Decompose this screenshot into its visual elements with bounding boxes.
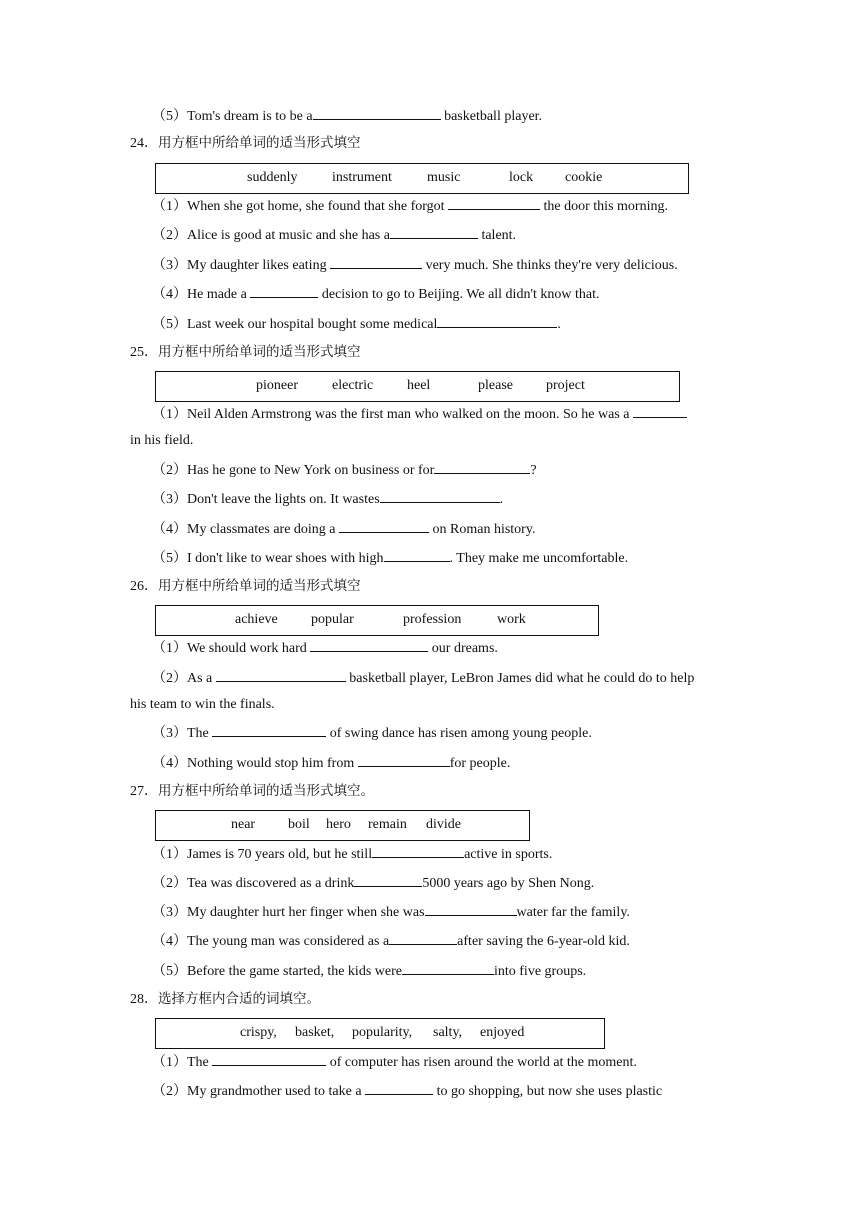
item-number: （4） bbox=[152, 287, 187, 302]
item-number: （2） bbox=[152, 1084, 187, 1099]
answer-blank[interactable] bbox=[384, 548, 450, 562]
word-box bbox=[155, 810, 530, 841]
word-bank-item: basket, bbox=[295, 1025, 335, 1040]
question-item bbox=[152, 519, 535, 539]
item-text: water far the family. bbox=[516, 905, 630, 920]
item-text: on Roman history. bbox=[429, 522, 536, 537]
item-text: active in sports. bbox=[464, 847, 553, 862]
word-bank-item: instrument bbox=[332, 170, 392, 185]
answer-blank[interactable] bbox=[448, 196, 540, 210]
item-text: into five groups. bbox=[493, 964, 587, 979]
item-text: the door this morning. bbox=[540, 199, 668, 214]
item-text: Before the game started, the kids were bbox=[187, 964, 402, 979]
item-text: very much. She thinks they're very delicious. bbox=[422, 258, 678, 273]
question-heading bbox=[130, 782, 374, 801]
question-instruction: 用方框中所给单词的适当形式填空 bbox=[158, 578, 361, 594]
word-bank-item: cookie bbox=[565, 170, 603, 185]
question-item bbox=[152, 255, 678, 275]
answer-blank[interactable] bbox=[354, 873, 422, 887]
item-text: Has he gone to New York on business or for bbox=[187, 463, 435, 478]
question-item bbox=[152, 284, 599, 304]
word-bank-item: profession bbox=[403, 612, 462, 627]
question-heading bbox=[130, 990, 320, 1009]
answer-blank[interactable] bbox=[372, 844, 464, 858]
item-text: . bbox=[557, 317, 561, 332]
answer-blank[interactable] bbox=[310, 638, 428, 652]
item-number: （5） bbox=[152, 964, 187, 979]
answer-blank[interactable] bbox=[633, 404, 687, 418]
word-bank-item: please bbox=[478, 378, 513, 393]
item-number: （3） bbox=[152, 905, 187, 920]
item-text: He made a bbox=[187, 287, 251, 302]
question-number: 28． bbox=[130, 992, 158, 1007]
answer-blank[interactable] bbox=[212, 1052, 326, 1066]
item-text: 5000 years ago by Shen Nong. bbox=[422, 876, 595, 891]
item-number: （4） bbox=[152, 522, 187, 537]
item-text: after saving the 6-year-old kid. bbox=[457, 934, 630, 949]
question-item bbox=[152, 314, 561, 334]
question-item bbox=[152, 1081, 662, 1101]
question-item bbox=[152, 225, 516, 245]
item-text: My classmates are doing a bbox=[187, 522, 340, 537]
question-number: 26． bbox=[130, 579, 158, 594]
question-item bbox=[152, 106, 542, 126]
word-bank-item: music bbox=[427, 170, 461, 185]
word-bank-item: boil bbox=[288, 817, 310, 832]
word-bank-item: heel bbox=[407, 378, 431, 393]
item-text: talent. bbox=[477, 228, 517, 243]
question-heading bbox=[130, 343, 361, 362]
item-text: My daughter likes eating bbox=[187, 258, 331, 273]
answer-blank[interactable] bbox=[216, 668, 346, 682]
word-bank-item: near bbox=[231, 817, 256, 832]
item-text: basketball player, LeBron James did what he could do to help bbox=[345, 671, 695, 686]
item-number: （5） bbox=[152, 317, 187, 332]
word-bank-item: popular bbox=[311, 612, 354, 627]
answer-blank[interactable] bbox=[380, 489, 500, 503]
item-continuation: in his field. bbox=[130, 433, 194, 448]
word-bank-item: project bbox=[546, 378, 585, 393]
question-item bbox=[152, 460, 537, 480]
item-number: （1） bbox=[152, 407, 187, 422]
word-bank-item: divide bbox=[426, 817, 461, 832]
item-text: Tea was discovered as a drink bbox=[187, 876, 355, 891]
word-bank-item: achieve bbox=[235, 612, 278, 627]
answer-blank[interactable] bbox=[437, 314, 557, 328]
item-text: Nothing would stop him from bbox=[187, 756, 358, 771]
word-box bbox=[155, 1018, 605, 1049]
answer-blank[interactable] bbox=[313, 106, 441, 120]
item-number: （1） bbox=[152, 199, 187, 214]
item-number: （3） bbox=[152, 492, 187, 507]
question-heading bbox=[130, 577, 361, 596]
answer-blank[interactable] bbox=[389, 931, 457, 945]
question-item bbox=[152, 961, 586, 981]
item-text: of swing dance has risen among young people. bbox=[326, 726, 592, 741]
item-text: I don't like to wear shoes with high bbox=[187, 551, 384, 566]
answer-blank[interactable] bbox=[339, 519, 429, 533]
word-bank-item: popularity, bbox=[352, 1025, 413, 1040]
answer-blank[interactable] bbox=[212, 723, 326, 737]
item-number: （5） bbox=[152, 109, 187, 124]
item-text: Tom's dream is to be a bbox=[187, 109, 313, 124]
question-item bbox=[152, 489, 503, 509]
question-item bbox=[152, 404, 687, 424]
word-bank-item: remain bbox=[368, 817, 407, 832]
answer-blank[interactable] bbox=[358, 753, 450, 767]
item-number: （3） bbox=[152, 258, 187, 273]
item-text: for people. bbox=[449, 756, 511, 771]
item-text: The bbox=[187, 1055, 213, 1070]
answer-blank[interactable] bbox=[365, 1081, 433, 1095]
question-item bbox=[152, 1052, 637, 1072]
item-text: The young man was considered as a bbox=[187, 934, 390, 949]
question-number: 25． bbox=[130, 345, 158, 360]
question-item bbox=[152, 931, 630, 951]
word-bank-item: crispy, bbox=[240, 1025, 277, 1040]
item-number: （5） bbox=[152, 551, 187, 566]
word-bank-item: salty, bbox=[433, 1025, 463, 1040]
word-bank-item: pioneer bbox=[256, 378, 298, 393]
word-bank-item: work bbox=[497, 612, 526, 627]
item-number: （3） bbox=[152, 726, 187, 741]
item-text: . bbox=[499, 492, 504, 507]
question-item bbox=[152, 668, 694, 688]
question-number: 27． bbox=[130, 784, 158, 799]
question-item bbox=[152, 196, 668, 216]
item-number: （1） bbox=[152, 847, 187, 862]
item-number: （2） bbox=[152, 463, 187, 478]
item-number: （1） bbox=[152, 641, 187, 656]
word-bank-item: electric bbox=[332, 378, 374, 393]
question-instruction: 用方框中所给单词的适当形式填空 bbox=[158, 344, 361, 360]
question-heading bbox=[130, 134, 361, 153]
answer-blank[interactable] bbox=[402, 961, 494, 975]
item-number: （4） bbox=[152, 756, 187, 771]
item-text: Last week our hospital bought some medical bbox=[187, 317, 438, 332]
item-number: （2） bbox=[152, 228, 187, 243]
word-bank-item: lock bbox=[509, 170, 534, 185]
answer-blank[interactable] bbox=[425, 902, 517, 916]
word-bank-item: suddenly bbox=[247, 170, 298, 185]
item-continuation: his team to win the finals. bbox=[130, 697, 275, 712]
question-item bbox=[152, 638, 498, 658]
question-instruction: 选择方框内合适的词填空。 bbox=[158, 991, 320, 1007]
item-text: Don't leave the lights on. It wastes bbox=[187, 492, 380, 507]
question-instruction: 用方框中所给单词的适当形式填空。 bbox=[158, 783, 374, 799]
question-item bbox=[152, 873, 594, 893]
answer-blank[interactable] bbox=[390, 225, 478, 239]
question-item bbox=[152, 902, 630, 922]
item-text: to go shopping, but now she uses plastic bbox=[433, 1084, 663, 1099]
item-text: Neil Alden Armstrong was the first man who walked on the moon. So he was a bbox=[187, 407, 633, 422]
item-text: The bbox=[187, 726, 213, 741]
word-box bbox=[155, 605, 599, 636]
item-text: As a bbox=[187, 671, 216, 686]
question-item bbox=[152, 753, 510, 773]
item-text: Alice is good at music and she has a bbox=[187, 228, 390, 243]
item-text: . They make me uncomfortable. bbox=[449, 551, 629, 566]
question-instruction: 用方框中所给单词的适当形式填空 bbox=[158, 135, 361, 151]
item-text: We should work hard bbox=[187, 641, 311, 656]
item-text: James is 70 years old, but he still bbox=[187, 847, 373, 862]
item-text: of computer has risen around the world at the moment. bbox=[326, 1055, 637, 1070]
question-item bbox=[152, 844, 552, 864]
item-number: （4） bbox=[152, 934, 187, 949]
answer-blank[interactable] bbox=[330, 255, 422, 269]
item-number: （2） bbox=[152, 671, 187, 686]
item-text: our dreams. bbox=[428, 641, 498, 656]
question-item bbox=[152, 548, 628, 568]
item-number: （2） bbox=[152, 876, 187, 891]
item-text: decision to go to Beijing. We all didn't know that. bbox=[318, 287, 600, 302]
word-box bbox=[155, 371, 680, 402]
question-number: 24． bbox=[130, 136, 158, 151]
item-text: When she got home, she found that she forgot bbox=[187, 199, 449, 214]
item-text: My grandmother used to take a bbox=[187, 1084, 366, 1099]
item-text: My daughter hurt her finger when she was bbox=[187, 905, 425, 920]
answer-blank[interactable] bbox=[434, 460, 530, 474]
word-box bbox=[155, 163, 689, 194]
word-bank-item: enjoyed bbox=[480, 1025, 525, 1040]
question-item bbox=[152, 723, 592, 743]
item-text: ? bbox=[530, 463, 537, 478]
item-text: basketball player. bbox=[440, 109, 543, 124]
item-number: （1） bbox=[152, 1055, 187, 1070]
word-bank-item: hero bbox=[326, 817, 351, 832]
answer-blank[interactable] bbox=[250, 284, 318, 298]
